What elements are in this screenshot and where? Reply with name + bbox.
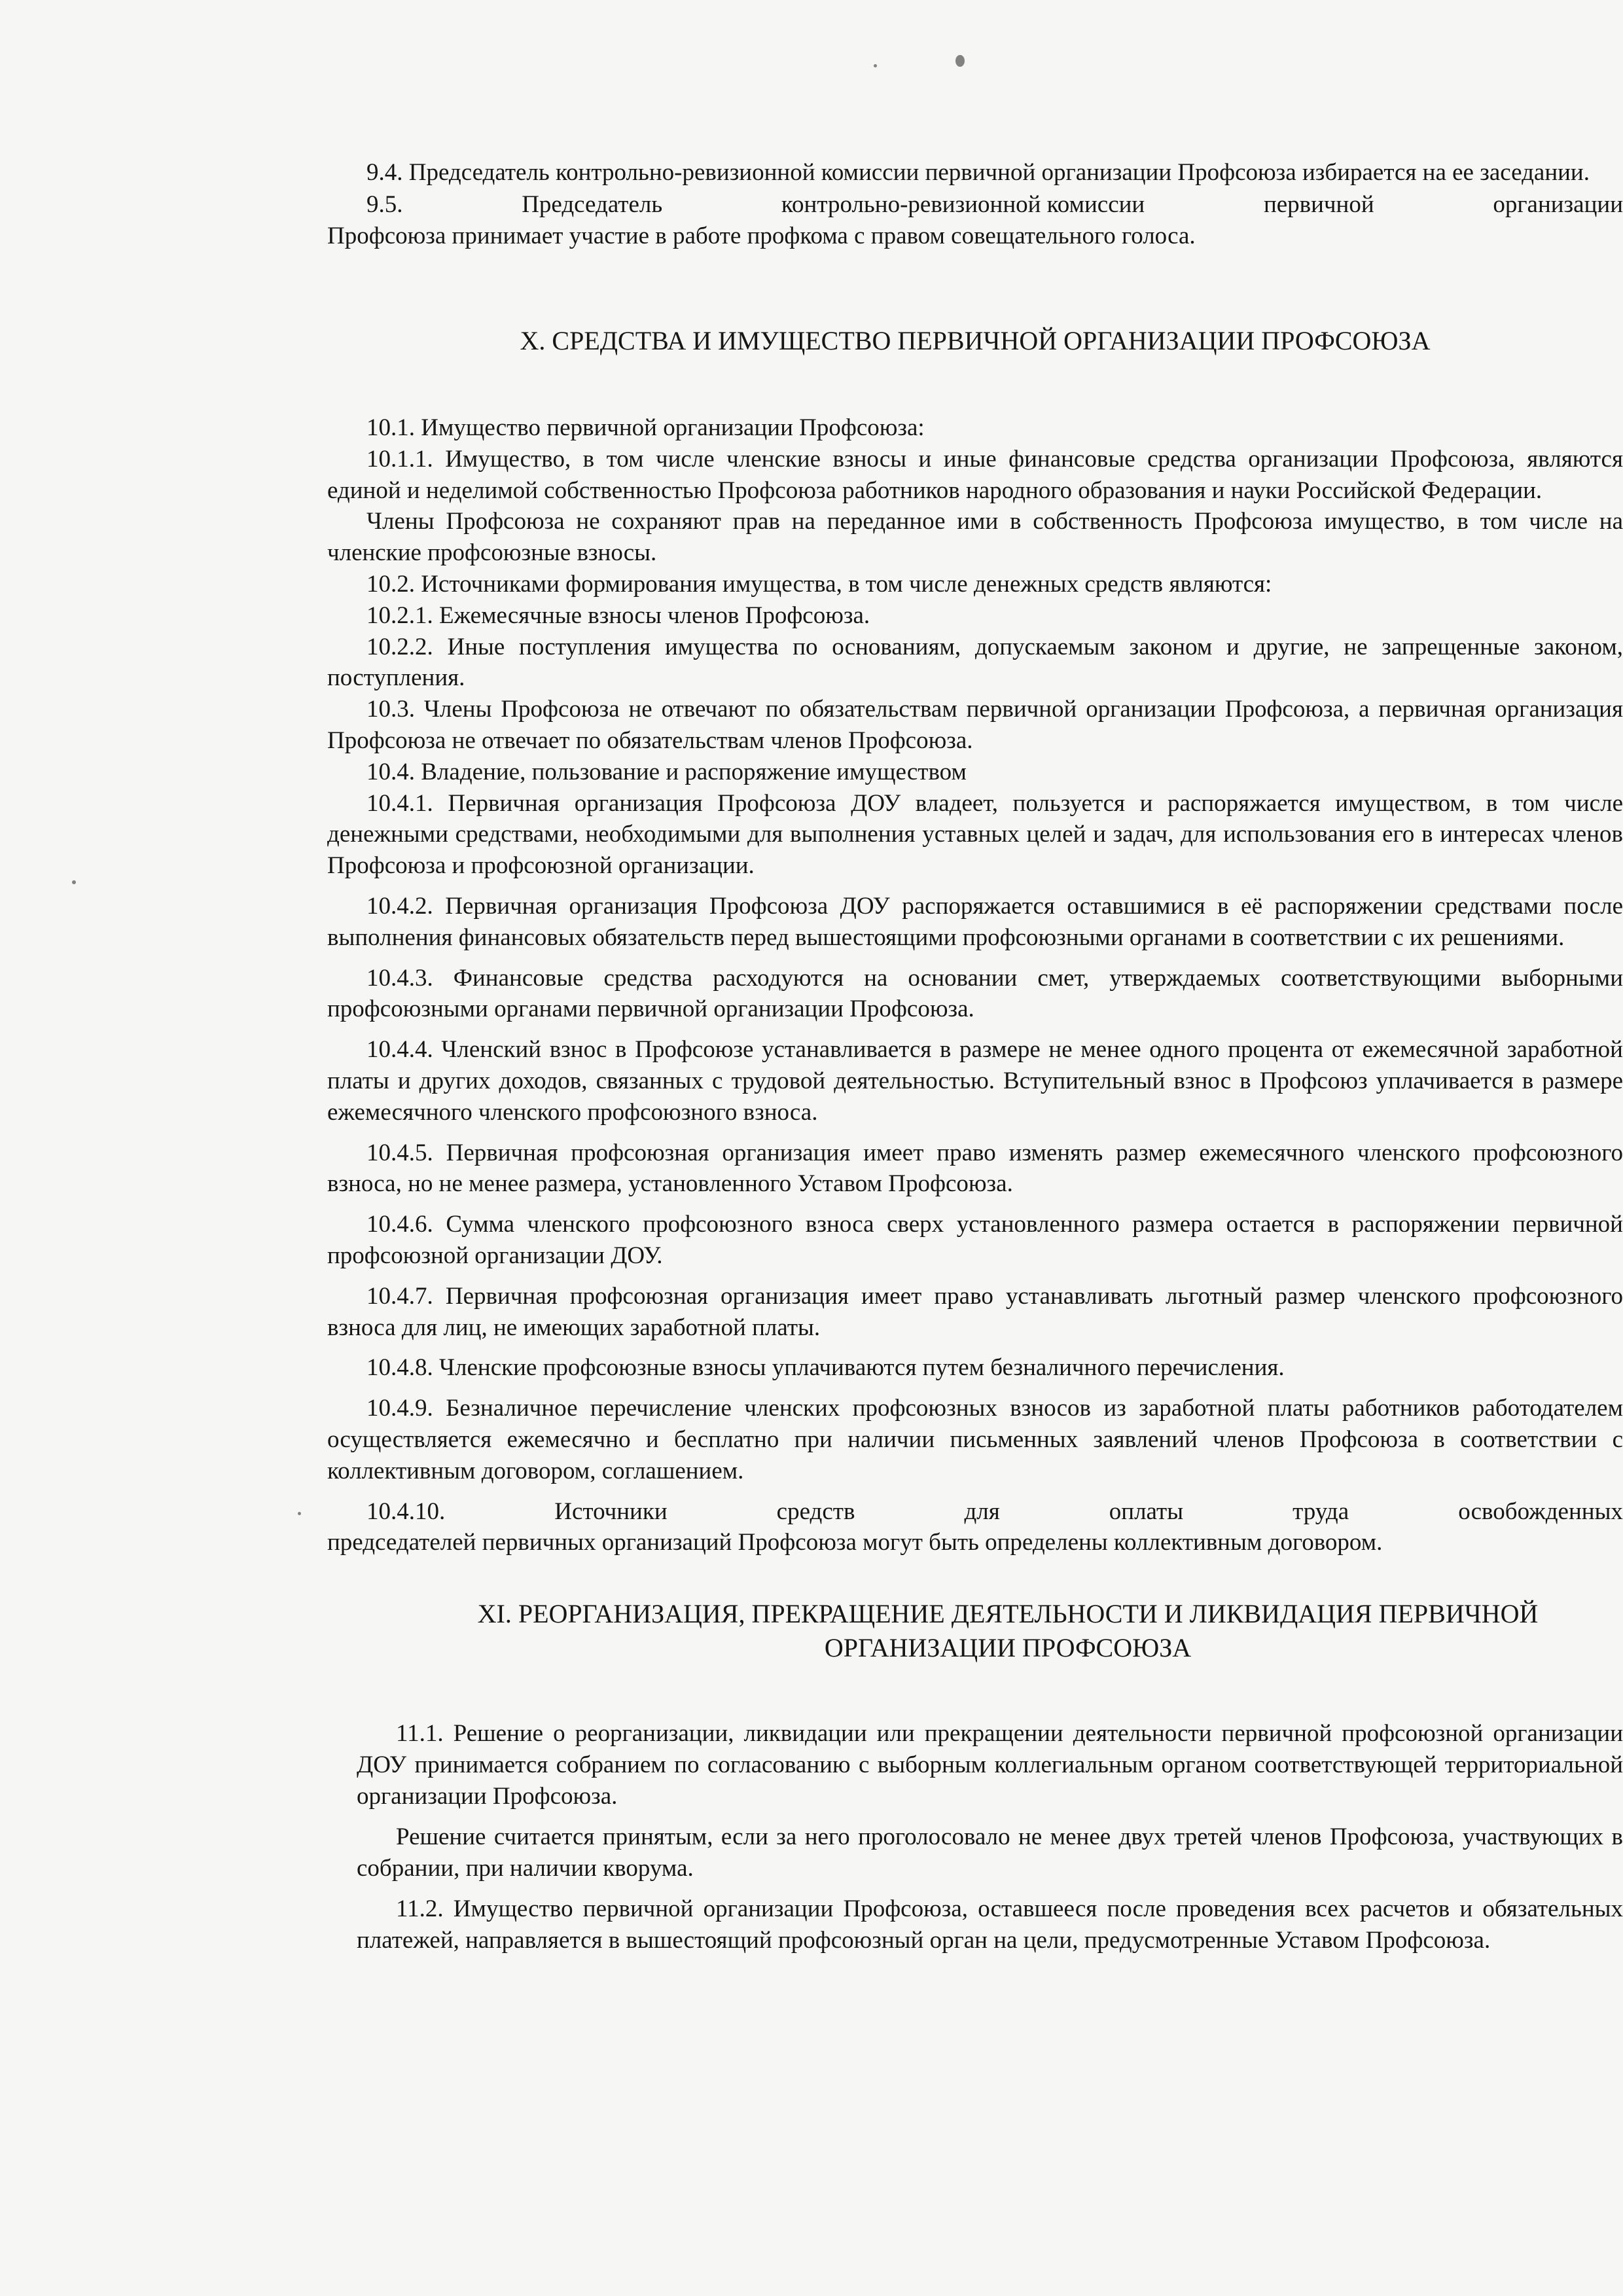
- paragraph-10-4: 10.4. Владение, пользование и распоряжение имуществом: [366, 758, 967, 785]
- paragraph-10-4-2: 10.4.2. Первичная организация Профсоюза ДОУ распоряжается оставшимися в её распоряжении средствами после выполнения финансовых обязательств перед вышестоящими профсоюзными органами в соответствии с их решениями.: [327, 892, 1623, 951]
- paragraph-11-2: 11.2. Имущество первичной организации Профсоюза, оставшееся после проведения всех расчетов и обязательных платежей, направляется в вышестоящий профсоюзный орган на цели, предусмотренные Уставом Профсоюза.: [357, 1895, 1623, 1954]
- word: для: [964, 1498, 1000, 1525]
- paragraph-10-4-6: 10.4.6. Сумма членского профсоюзного взноса сверх установленного размера остается в распоряжении первичной профсоюзной организации ДОУ.: [327, 1211, 1623, 1269]
- word: 9.5.: [366, 190, 403, 218]
- scan-speck: [874, 64, 877, 67]
- paragraph-10-4-9: 10.4.9. Безналичное перечисление членских профсоюзных взносов из заработной платы работников работодателем осуществляется ежемесячно и бесплатно при наличии письменных заявлений членов Профсоюза в соответствии с коллективным договором, соглашением.: [327, 1395, 1623, 1484]
- word: Председатель: [522, 190, 663, 218]
- word: средств: [776, 1498, 855, 1525]
- paragraph-10-4-10-rest: председателей первичных организаций Профсоюза могут быть определены коллективным договором.: [327, 1529, 1383, 1556]
- paragraph-members: Члены Профсоюза не сохраняют прав на переданное ими в собственность Профсоюза имущество, в том числе на членские профсоюзные взносы.: [327, 508, 1623, 567]
- scan-speck: [955, 55, 965, 67]
- word: первичной: [1263, 190, 1374, 218]
- word: 10.4.10.: [366, 1498, 446, 1525]
- section-11: [357, 1718, 1623, 1956]
- paragraph-10-4-4: 10.4.4. Членский взнос в Профсоюзе устанавливается в размере не менее одного процента от ежемесячной заработной платы и других доходов, связанных с трудовой деятельностью. Вступительный взнос в Профсоюз уплачивается в размере ежемесячного членского профсоюзного взноса.: [327, 1036, 1623, 1126]
- paragraph-10-4-1: 10.4.1. Первичная организация Профсоюза ДОУ владеет, пользуется и распоряжается имуществом, в том числе денежными средствами, необходимыми для выполнения уставных целей и задач, для использования его в интересах членов Профсоюза и профсоюзной организации.: [327, 789, 1623, 880]
- scan-speck: [72, 880, 76, 884]
- section-11-heading-line2: ОРГАНИЗАЦИИ ПРОФСОЮЗА: [824, 1633, 1192, 1662]
- word: Источники: [554, 1498, 668, 1525]
- paragraph-10-2: 10.2. Источниками формирования имущества, в том числе денежных средств являются:: [366, 570, 1272, 598]
- paragraph-9-5-line1: [327, 189, 1623, 221]
- section-9: [327, 157, 1623, 253]
- section-10: [327, 412, 1623, 1558]
- paragraph-decision: Решение считается принятым, если за него проголосовало не менее двух третей членов Профсоюза, участвующих в собрании, при наличии кворума.: [357, 1823, 1623, 1882]
- paragraph-11-1: 11.1. Решение о реорганизации, ликвидации или прекращении деятельности первичной профсоюзной организации ДОУ принимается собранием по согласованию с выборным коллегиальным органом соответствующей территориальной организации Профсоюза.: [357, 1720, 1623, 1810]
- paragraph-10-4-10-line1: [327, 1496, 1623, 1528]
- paragraph-10-4-7: 10.4.7. Первичная профсоюзная организация имеет право устанавливать льготный размер членского профсоюзного взноса для лиц, не имеющих заработной платы.: [327, 1282, 1623, 1341]
- paragraph-10-4-3: 10.4.3. Финансовые средства расходуются на основании смет, утверждаемых соответствующими выборными профсоюзными органами первичной организации Профсоюза.: [327, 964, 1623, 1023]
- paragraph-9-4: 9.4. Председатель контрольно-ревизионной комиссии первичной организации Профсоюза избирается на ее заседании.: [366, 159, 1590, 186]
- paragraph-10-4-5: 10.4.5. Первичная профсоюзная организация имеет право изменять размер ежемесячного членского профсоюзного взноса, но не менее размера, установленного Уставом Профсоюза.: [327, 1139, 1623, 1198]
- word: организации: [1493, 190, 1623, 218]
- word: оплаты: [1109, 1498, 1184, 1525]
- paragraph-10-1-1: 10.1.1. Имущество, в том числе членские взносы и иные финансовые средства организации Профсоюза, являются единой и неделимой собственностью Профсоюза работников народного образования и науки Российской Федерации.: [327, 445, 1623, 504]
- word: труда: [1293, 1498, 1349, 1525]
- paragraph-10-3: 10.3. Члены Профсоюза не отвечают по обязательствам первичной организации Профсоюза, а первичная организация Профсоюза не отвечает по обязательствам членов Профсоюза.: [327, 696, 1623, 754]
- section-11-heading: [393, 1597, 1623, 1665]
- scan-speck: [298, 1512, 301, 1515]
- section-11-heading-line1: XI. РЕОРГАНИЗАЦИЯ, ПРЕКРАЩЕНИЕ ДЕЯТЕЛЬНОСТИ И ЛИКВИДАЦИЯ ПЕРВИЧНОЙ: [477, 1599, 1539, 1628]
- paragraph-10-2-2: 10.2.2. Иные поступления имущества по основаниям, допускаемым законом и другие, не запрещенные законом, поступления.: [327, 633, 1623, 692]
- paragraph-10-2-1: 10.2.1. Ежемесячные взносы членов Профсоюза.: [366, 601, 870, 629]
- section-10-heading: X. СРЕДСТВА И ИМУЩЕСТВО ПЕРВИЧНОЙ ОРГАНИЗАЦИИ ПРОФСОЮЗА: [520, 326, 1431, 355]
- paragraph-10-1: 10.1. Имущество первичной организации Профсоюза:: [366, 414, 925, 441]
- word: освобожденных: [1458, 1498, 1623, 1525]
- word: контрольно-ревизионной комиссии: [781, 190, 1145, 218]
- paragraph-10-4-8: 10.4.8. Членские профсоюзные взносы уплачиваются путем безналичного перечисления.: [366, 1354, 1285, 1382]
- paragraph-9-5-rest: Профсоюза принимает участие в работе профкома с правом совещательного голоса.: [327, 223, 1196, 249]
